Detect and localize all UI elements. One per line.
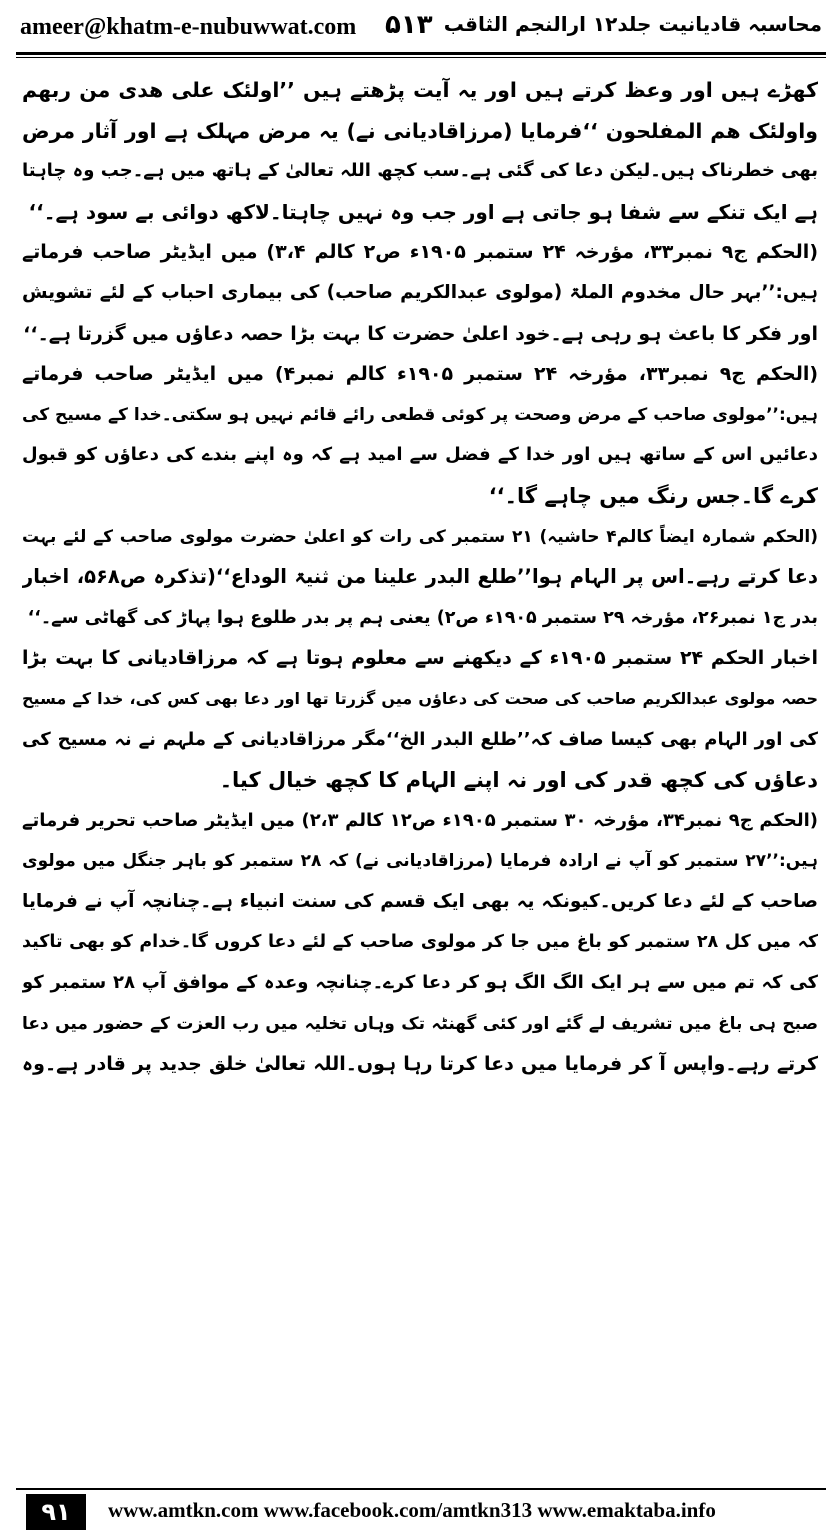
- header-email: ameer@khatm-e-nubuwwat.com: [20, 14, 357, 40]
- header-page-number: ۵۱۳: [385, 10, 433, 40]
- header-book-title: محاسبہ قادیانیت جلد۱۲ ارالنجم الثاقب: [443, 12, 822, 36]
- text-line-10: دعائیں اس کے ساتھ ہیں اور خدا کے فضل سے امید ہے کہ وہ اپنے بندے کی دعاؤں کو قبول: [22, 444, 818, 466]
- text-line-3: بھی خطرناک ہیں۔لیکن دعا کی گئی ہے۔سب کچھ اللہ تعالیٰ کے ہاتھ میں ہے۔جب وہ چاہتا: [22, 160, 818, 182]
- footer-websites: www.amtkn.com www.facebook.com/amtkn313 www.emaktaba.info: [108, 1498, 716, 1522]
- page-footer: [16, 1488, 826, 1528]
- text-line-1: کھڑے ہیں اور وعظ کرتے ہیں اور یہ آیت پڑھتے ہیں ’’اولئک علی ھدی من ربھم: [22, 78, 818, 102]
- text-line-13: دعا کرتے رہے۔اس پر الہام ہوا’’طلع البدر علینا من ثنیۃ الوداع‘‘(تذکرہ ص۵۶۸، اخبار: [22, 565, 818, 589]
- text-line-16: حصہ مولوی عبدالکریم صاحب کی صحت کی دعاؤں میں گزرتا تھا اور دعا بھی کس کی، خدا کے مسیح: [22, 688, 818, 708]
- footer-page-number: ۹۱: [26, 1494, 86, 1530]
- text-line-2: واولئک ھم المفلحون ‘‘فرمایا (مرزاقادیانی نے) یہ مرض مہلک ہے اور آثار مرض: [22, 118, 818, 143]
- text-line-25: کرتے رہے۔واپس آ کر فرمایا میں دعا کرتا رہا ہوں۔اللہ تعالیٰ خلق جدید پر قادر ہے۔وہ: [22, 1053, 818, 1076]
- text-line-4: ہے ایک تنکے سے شفا ہو جاتی ہے اور جب وہ نہیں چاہتا۔لاکھ دوائی بے سود ہے۔‘‘: [28, 199, 818, 224]
- text-line-11: کرے گا۔جس رنگ میں چاہے گا۔‘‘: [488, 483, 818, 508]
- reference-line-19: (الحکم ج۹ نمبر۳۴، مؤرخہ ۳۰ ستمبر ۱۹۰۵ء ص۱۲ کالم ۲،۳) میں ایڈیٹر صاحب تحریر فرماتے: [22, 809, 818, 831]
- text-line-24: صبح ہی باغ میں تشریف لے گئے اور کئی گھنٹہ تک وہاں تخلیہ میں رب العزت کے حضور میں دعا: [22, 1013, 818, 1034]
- text-line-23: کی کہ تم میں سے ہر ایک الگ الگ ہو کر دعا کرے۔چنانچہ وعدہ کے موافق آپ ۲۸ ستمبر کو: [22, 972, 818, 994]
- header-divider: [16, 52, 826, 55]
- text-line-18: دعاؤں کی کچھ قدر کی اور نہ اپنے الہام کا کچھ خیال کیا۔: [219, 768, 818, 793]
- page-header: [10, 8, 830, 52]
- reference-line-12: (الحکم شمارہ ایضاً کالم۴ حاشیہ) ۲۱ ستمبر کی رات کو اعلیٰ حضرت مولوی صاحب کے لئے بہت: [22, 526, 818, 547]
- text-line-20: ہیں:’’۲۷ ستمبر کو آپ نے ارادہ فرمایا (مرزاقادیانی نے) کہ ۲۸ ستمبر کو باہر جنگل میں مولوی: [22, 851, 818, 872]
- footer-divider: [16, 1488, 826, 1490]
- text-line-9: ہیں:’’مولوی صاحب کے مرض وصحت پر کوئی قطعی رائے قائم نہیں ہو سکتی۔خدا کے مسیح کی: [22, 404, 818, 425]
- text-line-7: اور فکر کا باعث ہو رہی ہے۔خود اعلیٰ حضرت کا بہت بڑا حصہ دعاؤں میں گزرتا ہے۔‘‘: [23, 322, 818, 345]
- text-line-21: صاحب کے لئے دعا کریں۔کیونکہ یہ بھی ایک قسم کی سنت انبیاء ہے۔چنانچہ آپ نے فرمایا: [22, 890, 818, 912]
- reference-line-8: (الحکم ج۹ نمبر۳۳، مؤرخہ ۲۴ ستمبر ۱۹۰۵ء کالم نمبر۴) میں ایڈیٹر صاحب فرماتے: [22, 363, 818, 386]
- text-line-17: کی اور الہام بھی کیسا صاف کہ’’طلع البدر الخ‘‘مگر مرزاقادیانی کے ملہم نے نہ مسیح کی: [22, 728, 818, 750]
- reference-line-14: بدر ج۱ نمبر۲۶، مؤرخہ ۲۹ ستمبر ۱۹۰۵ء ص۲) یعنی ہم پر بدر طلوع ہوا پہاڑ کی گھاٹی سے۔‘‘: [27, 607, 818, 628]
- page-body-text: [22, 70, 818, 1450]
- text-line-15: اخبار الحکم ۲۴ ستمبر ۱۹۰۵ء کے دیکھنے سے معلوم ہوتا ہے کہ مرزاقادیانی کا بہت بڑا: [22, 647, 818, 670]
- text-line-6: ہیں:’’بہر حال مخدوم الملۃ (مولوی عبدالکریم صاحب) کی بیماری احباب کے لئے تشویش: [22, 281, 818, 303]
- reference-line-5: (الحکم ج۹ نمبر۳۳، مؤرخہ ۲۴ ستمبر ۱۹۰۵ء ص۲ کالم ۳،۴) میں ایڈیٹر صاحب فرماتے: [22, 241, 818, 264]
- header-divider-thin: [16, 57, 826, 58]
- text-line-22: کہ میں کل ۲۸ ستمبر کو باغ میں جا کر مولوی صاحب کے لئے دعا کروں گا۔خدام کو بھی تاکید: [22, 932, 818, 953]
